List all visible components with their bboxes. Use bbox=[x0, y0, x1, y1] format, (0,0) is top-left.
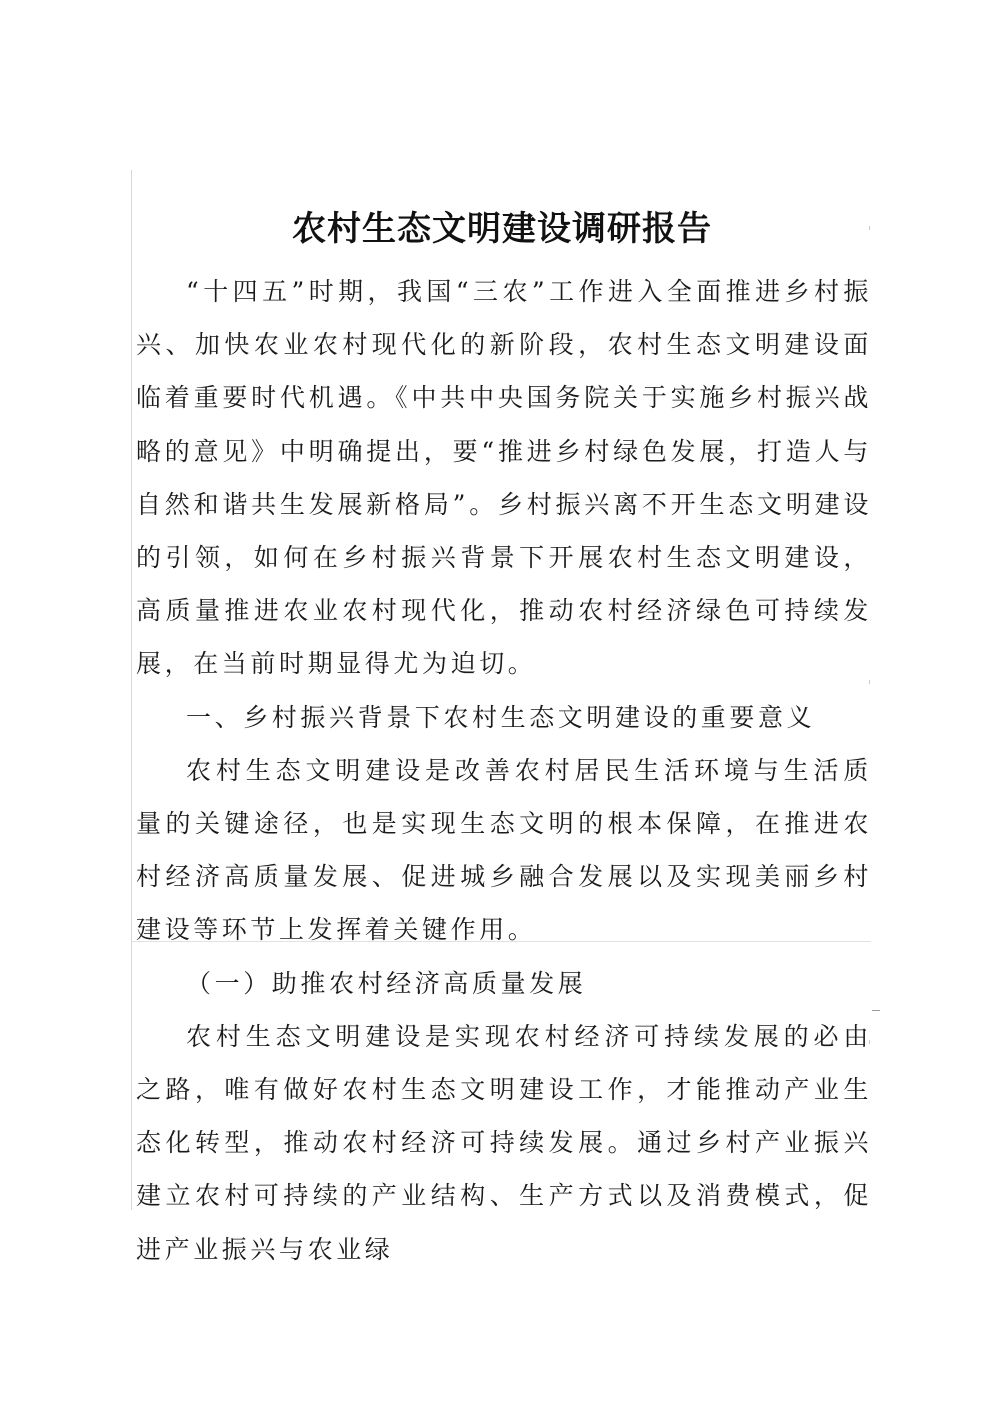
left-margin-rule bbox=[131, 170, 132, 1210]
document-title: 农村生态文明建设调研报告 bbox=[292, 208, 712, 249]
section-heading: 一、乡村振兴背景下农村生态文明建设的重要意义 bbox=[186, 702, 816, 732]
intro-paragraph: “十四五”时期，我国“三农”工作进入全面推进乡村振兴、加快农业农村现代化的新阶段，农村生态文明建设面临着重要时代机遇。《中共中央国务院关于实施乡村振兴战略的意见》中明确提出，要“推进乡村绿色发展，打造人与自然和谐共生发展新格局”。乡村振兴离不开生态文明建设的引领，如何在乡村振兴背景下开展农村生态文明建设，高质量推进农业农村现代化，推动农村经济绿色可持续发展，在当前时期显得尤为迫切。 bbox=[136, 277, 872, 679]
section-paragraph: 农村生态文明建设是改善农村居民生活环境与生活质量的关键途径，也是实现生态文明的根本保障，在推进农村经济高质量发展、促进城乡融合发展以及实现美丽乡村建设等环节上发挥着关键作用。 bbox=[136, 755, 872, 945]
margin-mark bbox=[872, 1010, 880, 1011]
document-body bbox=[136, 265, 872, 1276]
subsection-heading: （一）助推农村经济高质量发展 bbox=[186, 968, 587, 998]
subsection-paragraph: 农村生态文明建设是实现农村经济可持续发展的必由之路，唯有做好农村生态文明建设工作，才能推动产业生态化转型，推动农村经济可持续发展。通过乡村产业振兴建立农村可持续的产业结构、生产方式以及消费模式，促进产业振兴与农业绿 bbox=[136, 1021, 872, 1264]
